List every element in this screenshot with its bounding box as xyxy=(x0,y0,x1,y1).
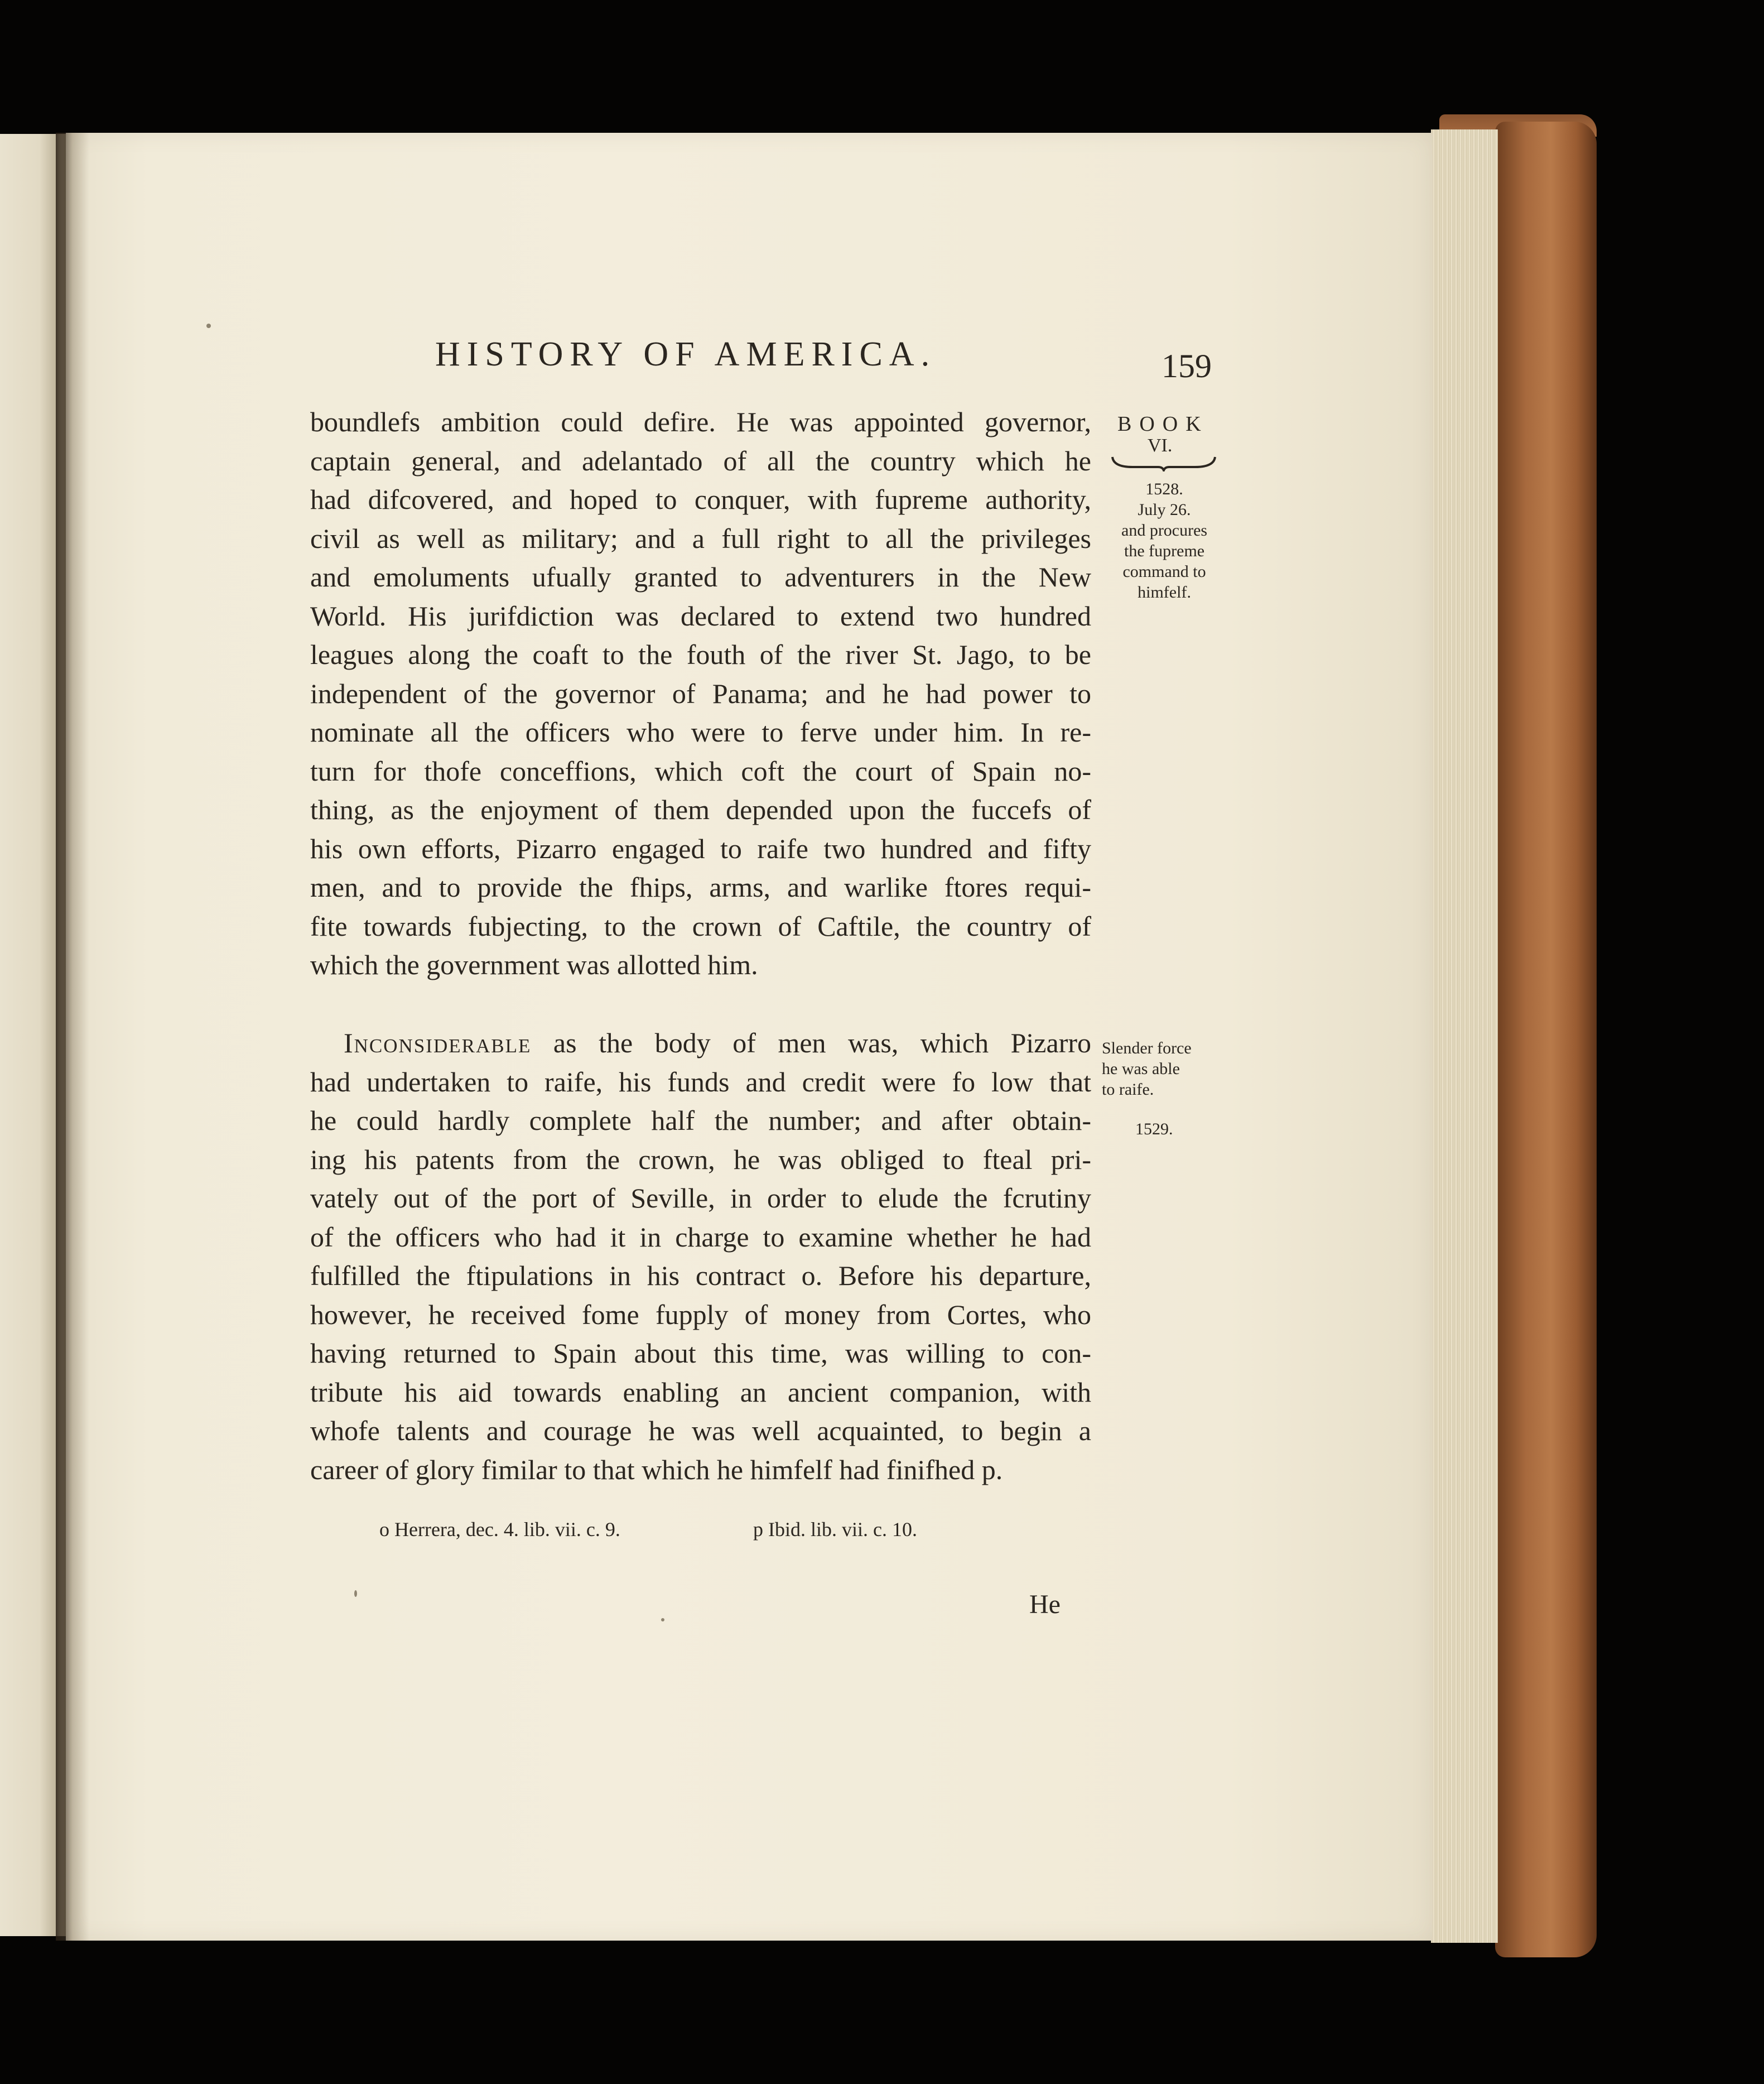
text-line: his own efforts, Pizarro engaged to raife two hundred and fifty xyxy=(310,832,1091,864)
margin-note-1-year: 1528. xyxy=(1145,480,1183,498)
text-line: turn for thofe conceffions, which coft the court of Spain no- xyxy=(310,755,1091,787)
margin-brace xyxy=(1110,455,1217,471)
text-line: civil as well as military; and a full right to all the privileges xyxy=(310,522,1091,554)
text-line: nominate all the officers who were to ferve under him. In re- xyxy=(310,716,1091,748)
gutter-shadow xyxy=(56,133,89,1941)
text-line: men, and to provide the fhips, arms, and warlike ftores requi- xyxy=(310,872,1091,903)
margin-note-2-line: to raife. xyxy=(1102,1080,1154,1099)
margin-note-1-line: and procures xyxy=(1121,521,1208,540)
text-line: fite towards fubjecting, to the crown of Caftile, the country of xyxy=(310,910,1091,942)
page-edges xyxy=(1431,129,1498,1943)
text-line-first xyxy=(310,1024,1091,1063)
catchword: He xyxy=(1029,1590,1061,1619)
margin-note-2-line: he was able xyxy=(1102,1060,1180,1078)
text-line: boundlefs ambition could defire. He was appointed governor, xyxy=(310,406,1091,437)
text-line: he could hardly complete half the number; and after obtain- xyxy=(310,1105,1091,1136)
text-line: independent of the governor of Panama; and he had power to xyxy=(310,677,1091,709)
margin-book-label: BOOK xyxy=(1117,412,1209,436)
paragraph-1 xyxy=(310,403,1091,985)
footnote-1: o Herrera, dec. 4. lib. vii. c. 9. xyxy=(379,1518,620,1541)
text-line: thing, as the enjoyment of them depended upon the fuccefs of xyxy=(310,794,1091,825)
margin-note-1-line: himfelf. xyxy=(1138,583,1191,601)
text-line: World. His jurifdiction was declared to extend two hundred xyxy=(310,600,1091,632)
text-line: had difcovered, and hoped to conquer, with fupreme authority, xyxy=(310,484,1091,515)
text-line: and emoluments ufually granted to adventurers in the New xyxy=(310,561,1091,593)
margin-book-number: VI. xyxy=(1148,435,1173,456)
running-head: HISTORY OF AMERICA. xyxy=(435,335,937,373)
margin-note-2-year: 1529. xyxy=(1135,1120,1173,1138)
margin-note-1-line: command to xyxy=(1122,562,1206,581)
paragraph-2-first-line-rest: as the body of men was, which Pizarro xyxy=(531,1027,1091,1058)
text-line: ing his patents from the crown, he was obliged to fteal pri- xyxy=(310,1143,1091,1175)
leather-binding xyxy=(1495,122,1597,1957)
margin-note-1 xyxy=(1121,479,1207,603)
text-line: fulfilled the ftipulations in his contract o. Before his departure, xyxy=(310,1260,1091,1291)
text-line: tribute his aid towards enabling an ancient companion, with xyxy=(310,1376,1091,1408)
paper-speck xyxy=(354,1590,357,1597)
text-line: vately out of the port of Seville, in order to elude the fcrutiny xyxy=(310,1182,1091,1214)
footnote-2: p Ibid. lib. vii. c. 10. xyxy=(753,1518,917,1541)
margin-note-2 xyxy=(1102,1038,1192,1100)
margin-note-1-date: July 26. xyxy=(1138,500,1191,519)
text-line: had undertaken to raife, his funds and credit were fo low that xyxy=(310,1066,1091,1098)
text-line: whofe talents and courage he was well acquainted, to begin a xyxy=(310,1415,1091,1446)
text-line: leagues along the coaft to the fouth of the river St. Jago, to be xyxy=(310,639,1091,670)
paper-speck xyxy=(206,324,211,328)
paper-speck xyxy=(661,1618,664,1621)
text-line: however, he received fome fupply of money from Cortes, who xyxy=(310,1298,1091,1330)
page-number: 159 xyxy=(1161,348,1212,384)
margin-note-1-line: the fupreme xyxy=(1124,542,1205,560)
text-line: captain general, and adelantado of all the country which he xyxy=(310,445,1091,477)
text-line: having returned to Spain about this time, was willing to con- xyxy=(310,1337,1091,1369)
text-line: career of glory fimilar to that which he himfelf had finifhed p. xyxy=(310,1453,1003,1485)
margin-note-2-line: Slender force xyxy=(1102,1039,1192,1057)
paragraph-2-opening-word: Inconsiderable xyxy=(344,1027,532,1058)
paragraph-2 xyxy=(310,1024,1091,1489)
text-line: which the government was allotted him. xyxy=(310,949,758,980)
text-line: of the officers who had it in charge to examine whether he had xyxy=(310,1221,1091,1253)
